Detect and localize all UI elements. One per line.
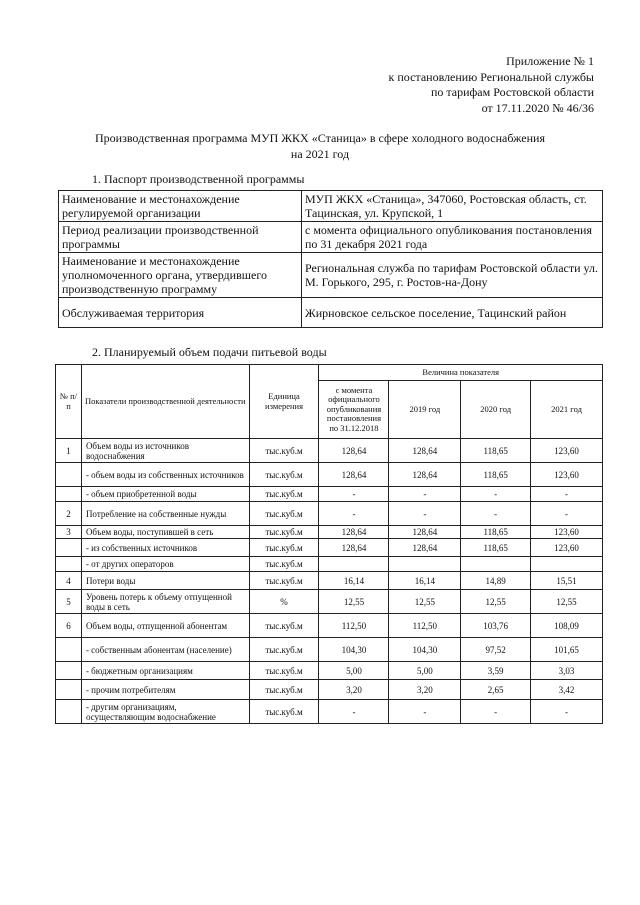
row-unit: % [249, 590, 319, 614]
row-number: 3 [56, 526, 82, 539]
volume-table [55, 364, 603, 724]
row-value-col3: 12,55 [461, 590, 531, 614]
row-value-col2: 128,64 [389, 526, 461, 539]
row-value-col4: 108,09 [531, 614, 603, 638]
table-row [56, 572, 603, 590]
row-unit: тыс.куб.м [249, 557, 319, 572]
row-number [56, 539, 82, 557]
row-value-col3: - [461, 487, 531, 502]
row-unit: тыс.куб.м [249, 439, 319, 463]
row-value-col1: - [319, 700, 389, 724]
row-value-col1: - [319, 487, 389, 502]
row-value-col4: 3,03 [531, 662, 603, 680]
table-row [56, 614, 603, 638]
row-indicator: - из собственных источников [81, 539, 249, 557]
row-indicator: Объем воды, отпущенной абонентам [81, 614, 249, 638]
row-value-col3: 2,65 [461, 680, 531, 700]
row-indicator: - объем воды из собственных источников [81, 463, 249, 487]
row-value-col3: 97,52 [461, 638, 531, 662]
row-value-col1: 5,00 [319, 662, 389, 680]
table-row [56, 439, 603, 463]
row-value-col1: 3,20 [319, 680, 389, 700]
passport-label: Наименование и местонахождение регулируемой организации [59, 191, 302, 222]
document-title [0, 130, 640, 162]
row-value-col3: 118,65 [461, 539, 531, 557]
row-unit: тыс.куб.м [249, 680, 319, 700]
row-unit: тыс.куб.м [249, 614, 319, 638]
row-value-col2: 128,64 [389, 463, 461, 487]
row-unit: тыс.куб.м [249, 700, 319, 724]
passport-row [59, 253, 603, 298]
passport-row [59, 222, 603, 253]
row-value-col2: 16,14 [389, 572, 461, 590]
row-value-col3: 118,65 [461, 463, 531, 487]
row-number [56, 487, 82, 502]
row-value-col3: 103,76 [461, 614, 531, 638]
table-row [56, 539, 603, 557]
title-line: Производственная программа МУП ЖКХ «Станица» в сфере холодного водоснабжения [95, 131, 545, 145]
table-row [56, 526, 603, 539]
row-value-col4: 101,65 [531, 638, 603, 662]
header-col1: с момента официального опубликования постановления по 31.12.2018 [319, 381, 389, 439]
row-indicator: - другим организациям, осуществляющим водоснабжение [81, 700, 249, 724]
table-row [56, 662, 603, 680]
row-value-col3: 3,59 [461, 662, 531, 680]
appendix-line: от 17.11.2020 № 46/36 [481, 100, 594, 115]
row-value-col4: 123,60 [531, 463, 603, 487]
title-line: на 2021 год [290, 147, 350, 161]
row-unit: тыс.куб.м [249, 572, 319, 590]
row-indicator: - собственным абонентам (население) [81, 638, 249, 662]
row-value-col4: 123,60 [531, 539, 603, 557]
row-unit: тыс.куб.м [249, 539, 319, 557]
row-number: 1 [56, 439, 82, 463]
row-indicator: - прочим потребителям [81, 680, 249, 700]
row-value-col1: 128,64 [319, 526, 389, 539]
header-col3: 2020 год [461, 381, 531, 439]
passport-row [59, 191, 603, 222]
row-value-col1: 104,30 [319, 638, 389, 662]
row-unit: тыс.куб.м [249, 638, 319, 662]
row-value-col2 [389, 557, 461, 572]
appendix-line: по тарифам Ростовской области [430, 85, 594, 99]
row-value-col1: 12,55 [319, 590, 389, 614]
passport-value: Жирновское сельское поселение, Тацинский район [302, 298, 603, 328]
appendix-line: к постановлению Региональной службы [388, 69, 594, 84]
row-value-col1: 112,50 [319, 614, 389, 638]
row-indicator: Объем воды, поступившей в сеть [81, 526, 249, 539]
row-number [56, 662, 82, 680]
row-value-col2: 128,64 [389, 539, 461, 557]
passport-label: Обслуживаемая территория [59, 298, 302, 328]
row-value-col4: 3,42 [531, 680, 603, 700]
row-number [56, 638, 82, 662]
row-unit: тыс.куб.м [249, 487, 319, 502]
row-value-col2: 5,00 [389, 662, 461, 680]
row-value-col4: - [531, 502, 603, 526]
passport-value: МУП ЖКХ «Станица», 347060, Ростовская область, ст. Тацинская, ул. Крупской, 1 [302, 191, 603, 222]
passport-table [58, 190, 603, 328]
header-col4: 2021 год [531, 381, 603, 439]
row-value-col4: - [531, 700, 603, 724]
row-number: 4 [56, 572, 82, 590]
table-row [56, 502, 603, 526]
appendix-line: Приложение № 1 [506, 54, 594, 68]
row-number [56, 700, 82, 724]
table-row [56, 487, 603, 502]
header-indicator: Показатели производственной деятельности [81, 365, 249, 439]
row-unit: тыс.куб.м [249, 526, 319, 539]
row-indicator: Уровень потерь к объему отпущенной воды в сеть [81, 590, 249, 614]
row-value-col4: 15,51 [531, 572, 603, 590]
section-heading-volume: 2. Планируемый объем подачи питьевой воды [92, 345, 327, 359]
row-value-col2: 3,20 [389, 680, 461, 700]
header-value-group: Величина показателя [319, 365, 603, 381]
row-indicator: - бюджетным организациям [81, 662, 249, 680]
header-no: № п/п [56, 365, 82, 439]
row-unit: тыс.куб.м [249, 463, 319, 487]
row-value-col3: 14,89 [461, 572, 531, 590]
row-value-col4: 123,60 [531, 526, 603, 539]
row-number: 2 [56, 502, 82, 526]
row-number: 5 [56, 590, 82, 614]
row-value-col4 [531, 557, 603, 572]
passport-label: Период реализации производственной программы [59, 222, 302, 253]
row-value-col2: - [389, 700, 461, 724]
row-value-col3: - [461, 502, 531, 526]
row-value-col2: 104,30 [389, 638, 461, 662]
section-heading-passport: 1. Паспорт производственной программы [92, 172, 305, 186]
row-value-col1: 128,64 [319, 439, 389, 463]
row-value-col4: 12,55 [531, 590, 603, 614]
row-value-col3 [461, 557, 531, 572]
table-row [56, 557, 603, 572]
passport-label: Наименование и местонахождение уполномоченного органа, утвердившего производственную программу [59, 253, 302, 298]
row-value-col3: 118,65 [461, 526, 531, 539]
row-number [56, 680, 82, 700]
row-value-col2: - [389, 487, 461, 502]
passport-value: Региональная служба по тарифам Ростовской области ул. М. Горького, 295, г. Ростов-на-Дону [302, 253, 603, 298]
table-row [56, 638, 603, 662]
passport-row [59, 298, 603, 328]
row-value-col2: 12,55 [389, 590, 461, 614]
row-unit: тыс.куб.м [249, 662, 319, 680]
row-value-col1: 128,64 [319, 539, 389, 557]
passport-value: с момента официального опубликования постановления по 31 декабря 2021 года [302, 222, 603, 253]
row-indicator: Потребление на собственные нужды [81, 502, 249, 526]
header-unit: Единица измерения [249, 365, 319, 439]
row-value-col1 [319, 557, 389, 572]
row-value-col4: 123,60 [531, 439, 603, 463]
row-number [56, 463, 82, 487]
table-row [56, 590, 603, 614]
header-col2: 2019 год [389, 381, 461, 439]
row-value-col2: 112,50 [389, 614, 461, 638]
row-number: 6 [56, 614, 82, 638]
row-value-col4: - [531, 487, 603, 502]
row-indicator: - от других операторов [81, 557, 249, 572]
row-value-col2: - [389, 502, 461, 526]
row-value-col1: - [319, 502, 389, 526]
row-indicator: Объем воды из источников водоснабжения [81, 439, 249, 463]
row-number [56, 557, 82, 572]
appendix-block [389, 54, 594, 116]
row-value-col2: 128,64 [389, 439, 461, 463]
row-indicator: - объем приобретенной воды [81, 487, 249, 502]
table-row [56, 700, 603, 724]
row-value-col3: - [461, 700, 531, 724]
row-value-col1: 128,64 [319, 463, 389, 487]
row-value-col3: 118,65 [461, 439, 531, 463]
row-indicator: Потери воды [81, 572, 249, 590]
row-unit: тыс.куб.м [249, 502, 319, 526]
table-row [56, 680, 603, 700]
row-value-col1: 16,14 [319, 572, 389, 590]
table-row [56, 463, 603, 487]
